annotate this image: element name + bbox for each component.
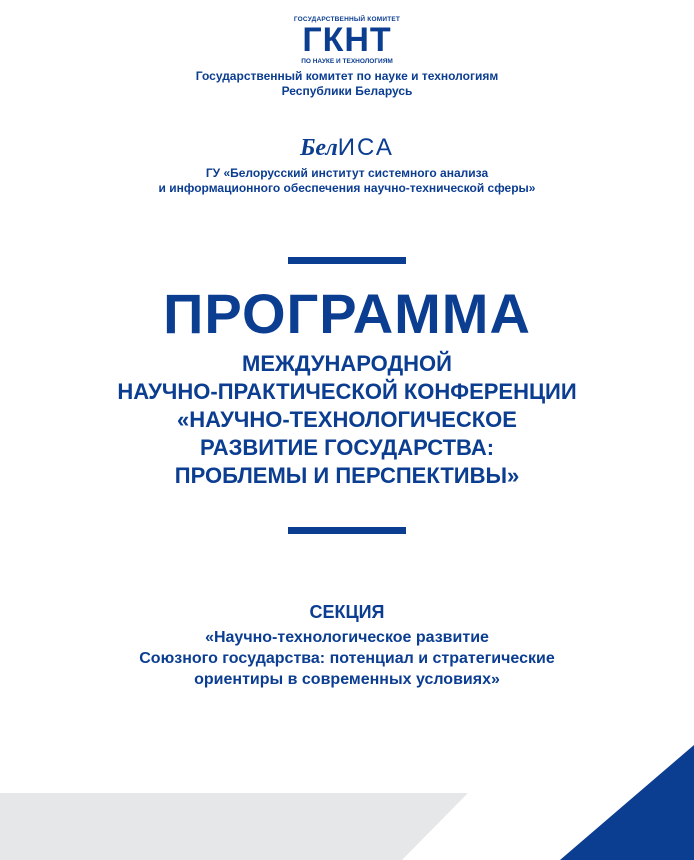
subtitle-line: «НАУЧНО-ТЕХНОЛОГИЧЕСКОЕ [177, 407, 517, 432]
subtitle-line: МЕЖДУНАРОДНОЙ [242, 351, 452, 376]
blue-corner-triangle [560, 745, 694, 860]
belisa-logo-bel: Бел [300, 135, 338, 161]
subtitle-line: НАУЧНО-ПРАКТИЧЕСКОЙ КОНФЕРЕНЦИИ [117, 379, 577, 404]
belisa-logo [0, 134, 694, 162]
gknt-bottom-caption: ПО НАУКЕ И ТЕХНОЛОГИЯМ [301, 58, 393, 65]
conference-subtitle [0, 350, 694, 490]
belisa-organization-name [0, 166, 694, 196]
bottom-divider [288, 527, 406, 534]
gknt-logo: ГКНТ [302, 21, 392, 59]
section-title-line: Союзного государства: потенциал и стратегические [139, 650, 555, 667]
gknt-org-line: Республики Беларусь [281, 84, 413, 98]
top-divider [288, 257, 406, 264]
gknt-organization-name [0, 69, 694, 99]
subtitle-line: РАЗВИТИЕ ГОСУДАРСТВА: [199, 435, 495, 460]
page-title: ПРОГРАММА [163, 282, 531, 345]
belisa-logo-isa: ИСА [337, 134, 394, 161]
belisa-org-line: ГУ «Белорусский институт системного анализа [205, 166, 489, 180]
gknt-org-line: Государственный комитет по науке и технологиям [195, 69, 499, 83]
belisa-org-line: и информационного обеспечения научно-технической сферы» [158, 181, 536, 195]
section-heading: СЕКЦИЯ [309, 602, 385, 622]
section-title [0, 627, 694, 690]
gray-corner-band [0, 793, 468, 860]
subtitle-line: ПРОБЛЕМЫ И ПЕРСПЕКТИВЫ» [174, 463, 520, 488]
section-title-line: «Научно-технологическое развитие [205, 629, 489, 646]
gknt-top-caption: ГОСУДАРСТВЕННЫЙ КОМИТЕТ [293, 16, 401, 23]
section-title-line: ориентиры в современных условиях» [194, 671, 500, 688]
